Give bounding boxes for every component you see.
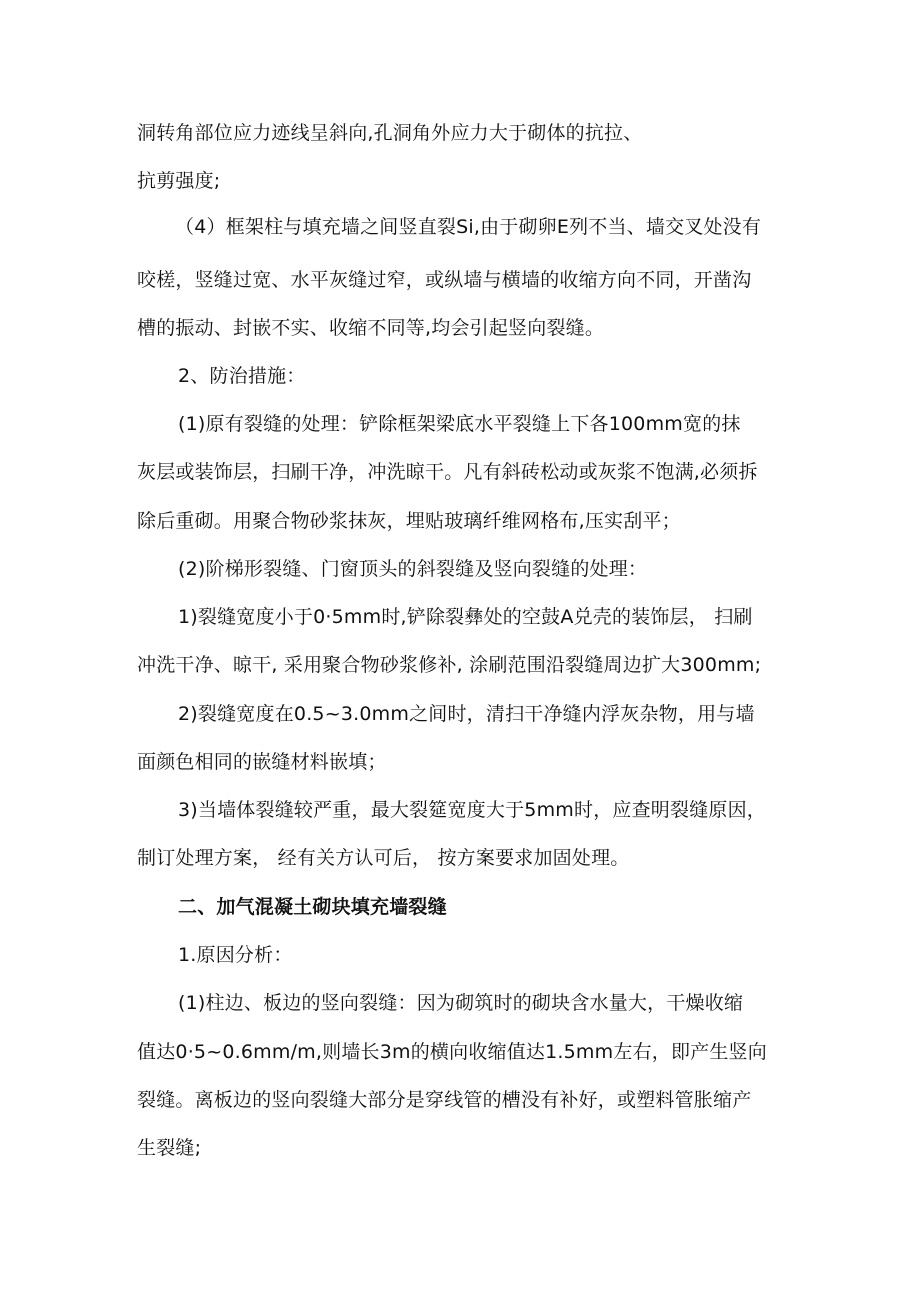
subsection-heading-cause-analysis: 1.原因分析：	[178, 944, 293, 966]
text-line-21: 裂缝。离板边的竖向裂缝大部分是穿线管的槽没有补好，或塑料管胀缩产	[137, 1089, 752, 1111]
section-heading-prevention: 2、防治措施：	[178, 365, 306, 387]
text-line-2: 抗剪强度;	[137, 170, 221, 192]
text-line-19: (1)柱边、板边的竖向裂缝：因为砌筑时的砌块含水量大，干燥收缩	[178, 992, 744, 1014]
text-line-12: 冲洗干净、晾干, 采用聚合物砂浆修补, 涂刷范围沿裂缝周边扩大300mm;	[137, 654, 762, 676]
text-line-20: 值达0·5~0.6mm∕m,则墙长3m的横向收缩值达1.5mm左右，即产生竖向	[137, 1041, 767, 1063]
text-line-5: 槽的振动、封嵌不实、收缩不同等,均会引起竖向裂缝。	[137, 317, 605, 339]
text-line-13: 2)裂缝宽度在0.5~3.0mm之间时，清扫干净缝内浮灰杂物，用与墙	[178, 703, 755, 725]
text-line-9: 除后重砌。用聚合物砂浆抹灰，埋贴玻璃纤维网格布,压实刮平；	[137, 510, 681, 532]
section-heading-aerated-concrete: 二、加气混凝土砌块填充墙裂缝	[178, 896, 447, 918]
text-line-14: 面颜色相同的嵌缝材料嵌填；	[137, 751, 387, 773]
text-line-7: (1)原有裂缝的处理：铲除框架梁底水平裂缝上下各100mm宽的抹	[178, 413, 741, 435]
text-line-10: (2)阶梯形裂缝、门窗顶头的斜裂缝及竖向裂缝的处理：	[178, 558, 648, 580]
text-line-8: 灰层或装饰层，扫刷干净，冲洗晾干。凡有斜砖松动或灰浆不饱满,必须拆	[137, 461, 758, 483]
text-line-1: 洞转角部位应力迹线呈斜向,孔洞角外应力大于砌体的抗拉、	[137, 122, 643, 144]
text-line-22: 生裂缝;	[137, 1137, 202, 1159]
text-line-15: 3)当墙体裂缝较严重，最大裂筵宽度大于5mm时，应查明裂缝原因，	[178, 799, 767, 821]
text-line-11: 1)裂缝宽度小于0·5mm时,铲除裂彝处的空鼓A兑壳的装饰层， 扫刷	[178, 606, 753, 628]
text-line-4: 咬槎，竖缝过宽、水平灰缝过窄，或纵墙与横墙的收缩方向不同，开凿沟	[137, 269, 752, 291]
text-line-16: 制订处理方案， 经有关方认可后， 按方案要求加固处理。	[137, 847, 630, 869]
text-line-3: （4）框架柱与填充墙之间竖直裂Si,由于砌卵E列不当、墙交叉处没有	[175, 216, 762, 238]
